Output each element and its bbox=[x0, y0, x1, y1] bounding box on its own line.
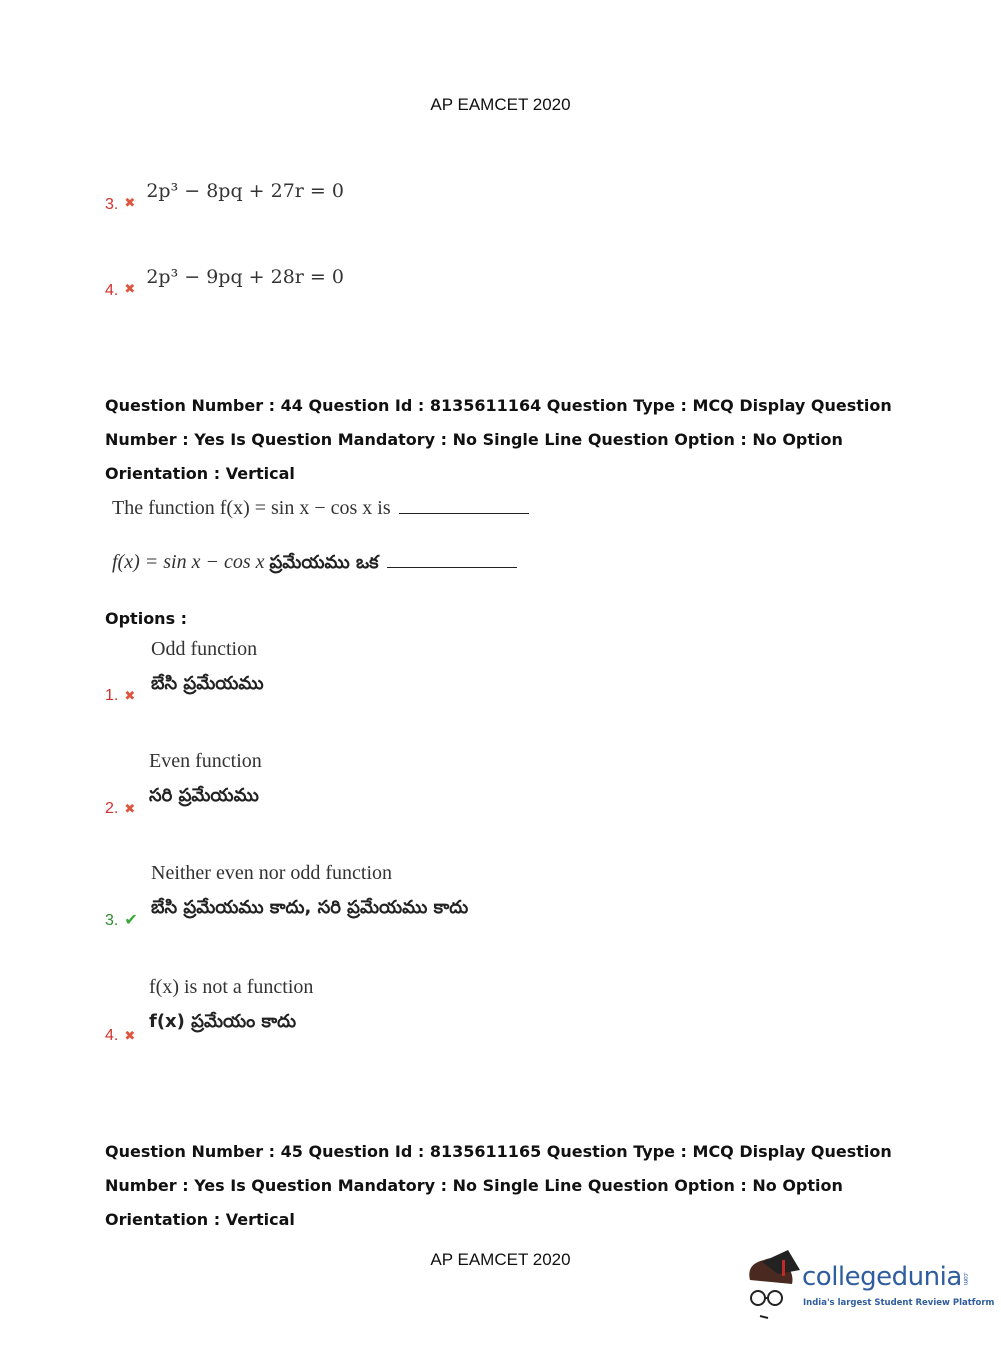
option-number: 4. bbox=[105, 282, 119, 299]
mascot-icon bbox=[742, 1250, 802, 1320]
q45-meta-line-3: Orientation : Vertical bbox=[105, 1210, 295, 1229]
q44-meta-line-1: Question Number : 44 Question Id : 8135611164 Question Type : MCQ Display Question bbox=[105, 396, 892, 415]
collegedunia-logo bbox=[742, 1250, 995, 1320]
question-telugu bbox=[112, 551, 517, 577]
prev-option-4 bbox=[105, 266, 344, 299]
page-header: AP EAMCET 2020 bbox=[430, 95, 571, 114]
option-number: 3. bbox=[105, 912, 119, 929]
option-1-english: Odd function bbox=[151, 638, 258, 660]
checkmark-icon: ✔ bbox=[124, 910, 138, 929]
q44-meta-line-2: Number : Yes Is Question Mandatory : No Single Line Question Option : No Option bbox=[105, 430, 843, 449]
option-math: 2p³ − 8pq + 27r = 0 bbox=[146, 180, 344, 202]
logo-suffix: .com bbox=[961, 1272, 969, 1285]
option-4-marker bbox=[105, 1025, 135, 1045]
option-4-english: f(x) is not a function bbox=[149, 976, 314, 998]
logo-name: collegedunia bbox=[802, 1262, 962, 1292]
answer-blank bbox=[387, 553, 517, 568]
question-telugu-text: ప్రమేయము ఒక bbox=[269, 552, 379, 573]
option-2-marker bbox=[105, 798, 135, 818]
q44-meta-line-3: Orientation : Vertical bbox=[105, 464, 295, 483]
option-1-marker bbox=[105, 685, 135, 705]
logo-wordmark bbox=[802, 1262, 969, 1292]
options-label: Options : bbox=[105, 609, 188, 628]
cross-icon: ✖ bbox=[124, 196, 136, 211]
q45-meta-line-1: Question Number : 45 Question Id : 8135611165 Question Type : MCQ Display Question bbox=[105, 1142, 892, 1161]
page-footer: AP EAMCET 2020 bbox=[430, 1250, 571, 1269]
cross-icon: ✖ bbox=[124, 689, 136, 704]
option-2-telugu: సరి ప్రమేయము bbox=[149, 785, 259, 806]
logo-tagline: India's largest Student Review Platform bbox=[803, 1298, 995, 1308]
prev-option-3 bbox=[105, 180, 344, 213]
question-english bbox=[112, 497, 529, 520]
option-number: 4. bbox=[105, 1027, 119, 1044]
option-number: 2. bbox=[105, 800, 119, 817]
q45-meta-line-2: Number : Yes Is Question Mandatory : No Single Line Question Option : No Option bbox=[105, 1176, 843, 1195]
option-3-marker bbox=[105, 910, 138, 930]
option-math: 2p³ − 9pq + 28r = 0 bbox=[146, 266, 344, 288]
option-1-telugu: బేసి ప్రమేయము bbox=[151, 673, 264, 694]
cross-icon: ✖ bbox=[124, 802, 136, 817]
question-math: f(x) = sin x − cos x bbox=[112, 551, 265, 573]
option-4-telugu: f(x) ప్రమేయం కాదు bbox=[149, 1011, 297, 1032]
answer-blank bbox=[399, 499, 529, 514]
option-number: 1. bbox=[105, 687, 119, 704]
option-3-telugu: బేసి ప్రమేయము కాదు, సరి ప్రమేయము కాదు bbox=[151, 897, 469, 918]
cross-icon: ✖ bbox=[124, 1029, 136, 1044]
cross-icon: ✖ bbox=[124, 282, 136, 297]
option-3-english: Neither even nor odd function bbox=[151, 862, 393, 884]
option-number: 3. bbox=[105, 196, 119, 213]
option-2-english: Even function bbox=[149, 750, 262, 772]
question-text: The function f(x) = sin x − cos x is bbox=[112, 497, 391, 519]
